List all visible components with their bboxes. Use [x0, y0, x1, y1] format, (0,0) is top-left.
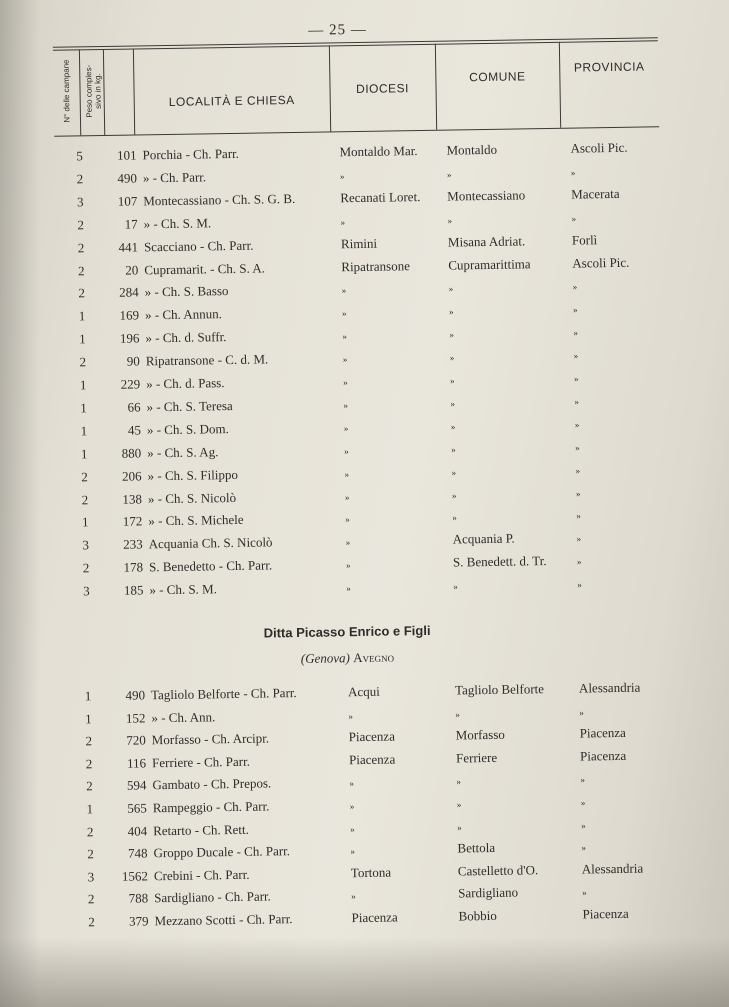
row-province: »: [582, 887, 587, 898]
row-province: »: [572, 304, 578, 315]
row-diocese: »: [349, 801, 355, 812]
row-province: »: [574, 396, 580, 407]
row-diocese: »: [345, 514, 350, 525]
row-province: »: [577, 579, 582, 590]
row-weight: 1562: [121, 868, 148, 884]
row-num-bells: 2: [85, 733, 93, 749]
page-shadow-left: [0, 0, 40, 1007]
row-location: Gambato - Ch. Prepos.: [152, 775, 272, 793]
row-diocese: »: [349, 778, 355, 789]
row-diocese: »: [350, 846, 356, 857]
row-province: Alessandria: [578, 679, 641, 696]
row-weight: 404: [127, 822, 148, 839]
row-weight: 206: [121, 468, 142, 484]
row-diocese: »: [351, 891, 356, 902]
row-location: Sardigliano - Ch. Parr.: [154, 888, 271, 906]
row-num-bells: 1: [80, 400, 87, 416]
row-diocese: »: [343, 422, 349, 434]
header-weight: Peso comples- sivo in kg.: [84, 64, 103, 118]
row-comune: »: [455, 709, 460, 720]
row-diocese: »: [341, 285, 347, 296]
row-location: » - Ch. S. Dom.: [146, 420, 229, 438]
section-subtitle-city: (Genova): [300, 650, 351, 666]
row-location: Acquania Ch. S. Nicolò: [148, 534, 273, 552]
row-location: Montecassiano - Ch. S. G. B.: [143, 190, 296, 209]
row-location: » - Ch. S. Filippo: [147, 466, 238, 483]
row-diocese: »: [340, 216, 346, 227]
row-num-bells: 1: [78, 308, 86, 324]
row-weight: 185: [123, 582, 144, 598]
row-comune: Montecassiano: [447, 187, 526, 204]
row-location: Tagliolo Belforte - Ch. Parr.: [150, 685, 297, 703]
row-comune: Bobbio: [458, 907, 497, 924]
row-diocese: »: [344, 468, 350, 479]
section-subtitle: [222, 648, 472, 668]
row-num-bells: 2: [81, 468, 88, 484]
row-weight: 107: [117, 193, 138, 209]
row-comune: »: [451, 444, 456, 455]
row-num-bells: 2: [85, 756, 93, 772]
row-weight: 490: [125, 687, 146, 703]
row-weight: 196: [119, 330, 140, 346]
row-diocese: »: [345, 537, 351, 548]
row-num-bells: 2: [76, 171, 84, 187]
row-comune: »: [451, 467, 457, 478]
row-province: »: [571, 213, 577, 224]
row-province: Macerata: [571, 185, 620, 202]
row-weight: 169: [119, 307, 140, 324]
row-province: »: [581, 820, 586, 831]
row-diocese: Tortona: [350, 864, 392, 880]
row-num-bells: 1: [86, 801, 94, 817]
row-location: » - Ch. S. Teresa: [146, 397, 233, 415]
row-location: Morfasso - Ch. Arcipr.: [151, 730, 270, 748]
row-province: »: [570, 167, 576, 178]
row-weight: 720: [126, 732, 146, 748]
row-province: »: [573, 350, 579, 361]
row-weight: 229: [120, 376, 141, 392]
row-comune: »: [452, 512, 457, 523]
row-comune: »: [449, 329, 454, 340]
row-diocese: »: [343, 400, 349, 411]
row-num-bells: 2: [87, 846, 94, 862]
row-province: Ascoli Pic.: [572, 254, 630, 271]
row-province: »: [575, 488, 581, 499]
row-diocese: »: [342, 331, 348, 342]
row-comune: Misana Adriat.: [447, 232, 526, 250]
row-diocese: Rimini: [340, 235, 378, 251]
row-comune: »: [448, 306, 454, 317]
row-province: »: [579, 707, 584, 718]
row-num-bells: 2: [79, 354, 87, 370]
row-num-bells: 1: [85, 710, 92, 726]
row-diocese: Montaldo Mar.: [339, 143, 418, 160]
row-weight: 748: [127, 845, 148, 861]
row-comune: »: [450, 375, 455, 386]
row-diocese: »: [342, 354, 348, 365]
row-num-bells: 2: [87, 891, 95, 907]
row-province: »: [576, 533, 582, 544]
row-weight: 17: [124, 216, 138, 232]
row-weight: 138: [122, 490, 143, 507]
row-diocese: Piacenza: [351, 909, 398, 926]
row-province: Piacenza: [582, 905, 629, 922]
row-diocese: »: [346, 583, 351, 594]
row-province: »: [581, 842, 587, 853]
row-diocese: »: [344, 491, 350, 502]
row-diocese: »: [341, 308, 347, 319]
row-location: » - Ch. S. Ag.: [147, 443, 219, 461]
row-comune: »: [450, 421, 456, 432]
row-comune: »: [446, 169, 452, 180]
row-diocese: »: [343, 377, 348, 388]
row-comune: »: [456, 776, 462, 787]
row-diocese: Ripatransone: [341, 257, 411, 274]
row-num-bells: 1: [81, 514, 89, 530]
row-comune: Morfasso: [455, 726, 505, 743]
row-comune: »: [451, 489, 457, 501]
page-number: — 25 —: [308, 21, 367, 39]
row-weight: 20: [125, 261, 139, 278]
row-diocese: »: [339, 171, 345, 182]
row-location: » - Ch. S. Nicolò: [147, 489, 237, 506]
row-location: Scacciano - Ch. Parr.: [143, 237, 254, 254]
row-diocese: Piacenza: [348, 751, 396, 767]
section-title: Ditta Picasso Enrico e Figli: [263, 622, 431, 641]
row-num-bells: 1: [79, 331, 86, 347]
row-location: Rampeggio - Ch. Parr.: [152, 798, 270, 816]
row-weight: 101: [116, 147, 137, 163]
row-location: Groppo Ducale - Ch. Parr.: [153, 843, 291, 861]
row-province: Alessandria: [581, 860, 644, 877]
row-location: Ripatransone - C. d. M.: [145, 351, 269, 369]
row-province: »: [575, 465, 581, 476]
row-comune: Tagliolo Belforte: [454, 681, 545, 698]
row-num-bells: 2: [77, 262, 85, 278]
row-province: Piacenza: [579, 725, 627, 741]
row-weight: 116: [126, 755, 147, 771]
row-weight: 233: [123, 536, 143, 553]
row-location: » - Ch. S. Basso: [144, 283, 229, 300]
row-weight: 178: [123, 559, 144, 575]
row-num-bells: 2: [88, 914, 95, 930]
row-weight: 490: [117, 170, 138, 186]
row-province: »: [575, 442, 580, 453]
row-num-bells: 1: [79, 377, 87, 393]
row-diocese: Recanati Loret.: [340, 188, 421, 206]
row-num-bells: 3: [87, 869, 95, 885]
header-location: LOCALITÀ E CHIESA: [168, 92, 295, 109]
row-weight: 172: [122, 513, 143, 530]
row-comune: »: [450, 398, 456, 409]
row-weight: 284: [119, 284, 139, 301]
row-num-bells: 2: [82, 560, 90, 576]
header-divider-1: [79, 49, 81, 135]
row-num-bells: 3: [83, 583, 90, 599]
row-num-bells: 2: [81, 491, 89, 507]
row-comune: Montaldo: [446, 141, 498, 158]
header-diocese: DIOCESI: [356, 81, 410, 97]
row-num-bells: 3: [76, 194, 84, 210]
row-location: Cupramarit. - Ch. S. A.: [144, 259, 266, 277]
header-num-bells: N° delle campane: [61, 59, 72, 123]
row-location: S. Benedetto - Ch. Parr.: [148, 557, 273, 575]
row-comune: Ferriere: [455, 749, 498, 766]
row-weight: 788: [128, 890, 149, 907]
row-comune: Castelletto d'O.: [457, 862, 539, 879]
row-comune: »: [453, 581, 458, 592]
row-location: » - Ch. d. Suffr.: [145, 329, 227, 346]
row-num-bells: 2: [86, 823, 94, 839]
row-province: Forlì: [571, 231, 598, 248]
row-comune: Acquania P.: [452, 530, 515, 547]
row-weight: 66: [127, 399, 141, 415]
row-num-bells: 5: [76, 148, 83, 164]
row-province: »: [576, 556, 582, 567]
row-province: »: [574, 373, 579, 384]
row-num-bells: 2: [77, 216, 85, 233]
header-divider-3: [133, 48, 135, 134]
row-location: » - Ch. d. Pass.: [146, 375, 225, 392]
row-num-bells: 1: [80, 445, 88, 462]
row-province: »: [574, 419, 580, 430]
row-comune: »: [457, 822, 462, 833]
row-weight: 880: [121, 445, 142, 461]
row-location: Porchia - Ch. Parr.: [142, 145, 240, 163]
row-weight: 594: [126, 777, 147, 794]
row-diocese: Acqui: [347, 683, 380, 700]
header-comune: COMUNE: [469, 69, 526, 85]
row-diocese: »: [344, 445, 349, 456]
row-weight: 441: [118, 239, 139, 255]
row-weight: 379: [128, 913, 149, 929]
row-comune: »: [448, 283, 454, 294]
row-comune: Sardigliano: [458, 884, 519, 901]
row-comune: S. Benedett. d. Tr.: [452, 553, 547, 570]
row-num-bells: 2: [77, 239, 85, 255]
row-location: » - Ch. Annun.: [144, 306, 223, 323]
row-location: » - Ch. S. Michele: [148, 512, 244, 529]
row-province: »: [573, 327, 578, 338]
row-location: » - Ch. S. M.: [143, 214, 212, 232]
row-num-bells: 1: [80, 423, 88, 439]
row-location: » - Ch. Parr.: [142, 169, 207, 186]
row-province: »: [580, 774, 586, 785]
page-shadow-bottom: [0, 937, 729, 1007]
row-province: »: [580, 797, 586, 808]
section-subtitle-place: Avegno: [353, 649, 395, 666]
row-comune: Bettola: [457, 840, 496, 856]
row-location: Retarto - Ch. Rett.: [153, 821, 249, 838]
row-diocese: »: [350, 823, 355, 834]
row-comune: »: [447, 215, 453, 226]
row-weight: 565: [127, 800, 147, 816]
row-weight: 90: [126, 353, 140, 369]
row-location: » - Ch. S. M.: [149, 581, 218, 598]
row-province: »: [572, 281, 578, 293]
row-diocese: Piacenza: [348, 728, 396, 745]
row-province: »: [576, 510, 581, 521]
row-num-bells: 1: [84, 688, 92, 704]
row-location: » - Ch. Ann.: [151, 708, 216, 725]
row-weight: 152: [125, 709, 146, 726]
row-weight: 45: [127, 422, 141, 438]
row-province: Ascoli Pic.: [570, 139, 628, 156]
header-divider-6: [559, 42, 561, 128]
row-num-bells: 3: [82, 537, 90, 553]
row-num-bells: 2: [78, 285, 86, 301]
row-province: Piacenza: [579, 747, 627, 764]
row-num-bells: 2: [86, 778, 93, 794]
row-location: Mezzano Scotti - Ch. Parr.: [154, 911, 293, 929]
header-province: PROVINCIA: [573, 59, 645, 75]
header-divider-2: [103, 49, 105, 135]
row-comune: Cupramarittima: [448, 255, 531, 273]
row-comune: »: [449, 352, 455, 363]
row-diocese: »: [345, 560, 351, 571]
row-location: Ferriere - Ch. Parr.: [151, 753, 251, 771]
row-location: Crebini - Ch. Parr.: [153, 866, 250, 884]
row-comune: »: [456, 799, 462, 810]
row-diocese: »: [348, 710, 353, 721]
header-rule-bottom: [54, 126, 659, 137]
